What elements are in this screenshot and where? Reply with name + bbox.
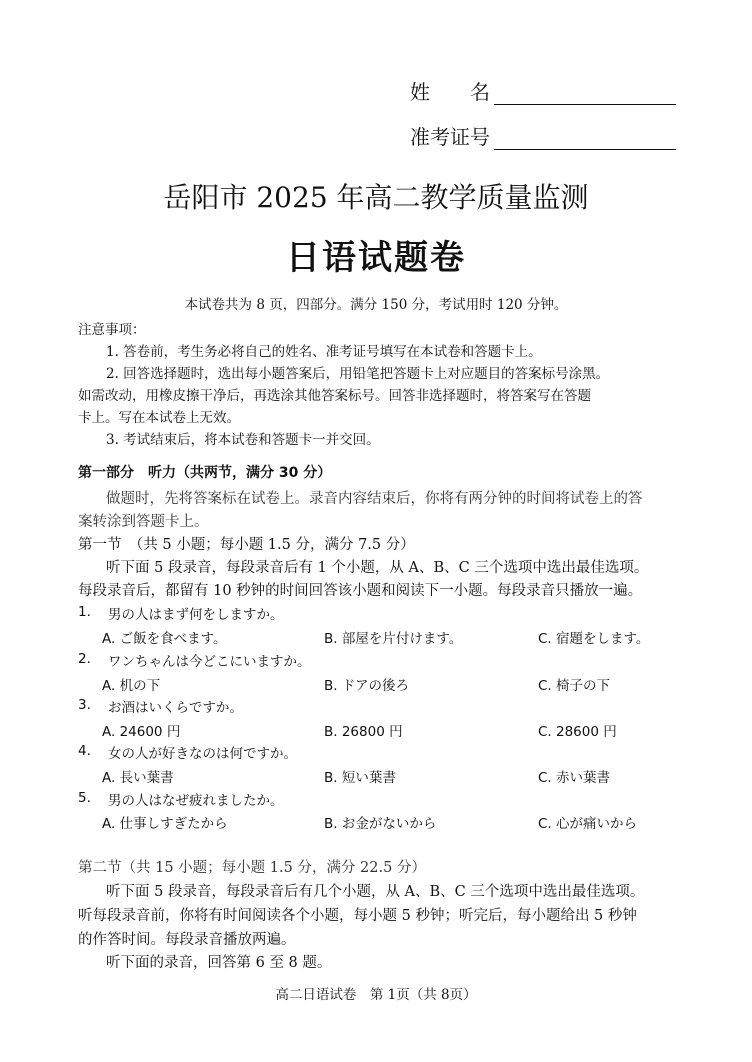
option-b: B. ドアの後ろ (324, 678, 409, 694)
name-label: 姓 名 (410, 80, 490, 104)
option-c: C. 椅子の下 (538, 678, 611, 694)
exam-id-blank (494, 127, 676, 150)
section2-heading: 第二节（共 15 小题；每小题 1.5 分，满分 22.5 分） (78, 860, 426, 876)
part1-heading: 第一部分 听力（共两节，满分 30 分） (78, 465, 332, 481)
intro-text: 本试卷共为 8 页，四部分。满分 150 分，考试用时 120 分钟。 (184, 297, 568, 313)
section1-desc: 听下面 5 段录音，每段录音后有 1 个小题，从 A、B、C 三个选项中选出最佳选项。 (106, 560, 649, 576)
option-a: A. 仕事しすぎたから (102, 816, 228, 832)
question-text: 女の人が好きなのは何ですか。 (108, 746, 297, 762)
notice-line: 如需改动，用橡皮擦干净后，再选涂其他答案标号。回答非选择题时，将答案写在答题 (78, 388, 591, 404)
notice-line: 1. 答卷前，考生务必将自己的姓名、准考证号填写在本试卷和答题卡上。 (106, 344, 542, 360)
exam-id-field (410, 121, 676, 150)
question-number: 2. (78, 651, 91, 667)
part1-desc: 案转涂到答题卡上。 (78, 514, 209, 530)
option-a: A. 長い葉書 (102, 770, 174, 786)
option-a: A. ご飯を食べます。 (102, 631, 227, 647)
option-b: B. 26800 円 (324, 724, 403, 740)
section2-desc: 听下面 5 段录音，每段录音后有几个小题，从 A、B、C 三个选项中选出最佳选项。 (106, 884, 645, 900)
option-a: A. 机の下 (102, 678, 161, 694)
question-text: お酒はいくらですか。 (108, 700, 243, 716)
option-a: A. 24600 円 (102, 724, 181, 740)
option-b: B. お金がないから (324, 816, 437, 832)
section1-heading: 第一节 （共 5 小题；每小题 1.5 分，满分 7.5 分） (78, 537, 415, 553)
notice-line: 卡上。写在本试卷上无效。 (78, 410, 240, 426)
paper-title: 日语试题卷 (286, 238, 466, 278)
question-number: 3. (78, 697, 91, 713)
option-c: C. 赤い葉書 (538, 770, 611, 786)
option-c: C. 心が痛いから (538, 816, 638, 832)
part1-desc: 做题时，先将答案标在试卷上。录音内容结束后，你将有两分钟的时间将试卷上的答 (106, 491, 643, 507)
page-footer: 高二日语试卷 第 1页（共 8页） (275, 987, 477, 1003)
option-b: B. 部屋を片付けます。 (324, 631, 463, 647)
notice-heading: 注意事项： (78, 322, 146, 338)
section2-desc: 听下面的录音，回答第 6 至 8 题。 (106, 955, 332, 971)
notice-line: 3. 考试结束后，将本试卷和答题卡一并交回。 (106, 432, 380, 448)
name-field (410, 76, 676, 105)
question-text: ワンちゃんは今どこにいますか。 (108, 654, 311, 670)
section1-desc: 每段录音后，都留有 10 秒钟的时间回答该小题和阅读下一小题。每段录音只播放一遍。 (78, 583, 643, 599)
question-text: 男の人はなぜ疲れましたか。 (108, 793, 284, 809)
exam-title: 岳阳市 2025 年高二教学质量监测 (163, 181, 589, 214)
option-b: B. 短い葉書 (324, 770, 396, 786)
question-number: 4. (78, 743, 91, 759)
option-c: C. 28600 円 (538, 724, 617, 740)
question-text: 男の人はまず何をしますか。 (108, 607, 284, 623)
name-blank (494, 82, 676, 105)
exam-id-label: 准考证号 (410, 125, 490, 149)
question-number: 1. (78, 604, 91, 620)
notice-line: 2. 回答选择题时，选出每小题答案后，用铅笔把答题卡上对应题目的答案标号涂黑。 (106, 366, 610, 382)
option-c: C. 宿題をします。 (538, 631, 650, 647)
question-number: 5. (78, 790, 91, 806)
section2-desc: 的作答时间。每段录音播放两遍。 (78, 932, 296, 948)
section2-desc: 听每段录音前，你将有时间阅读各个小题，每小题 5 秒钟；听完后，每小题给出 5 秒钟 (78, 908, 637, 924)
